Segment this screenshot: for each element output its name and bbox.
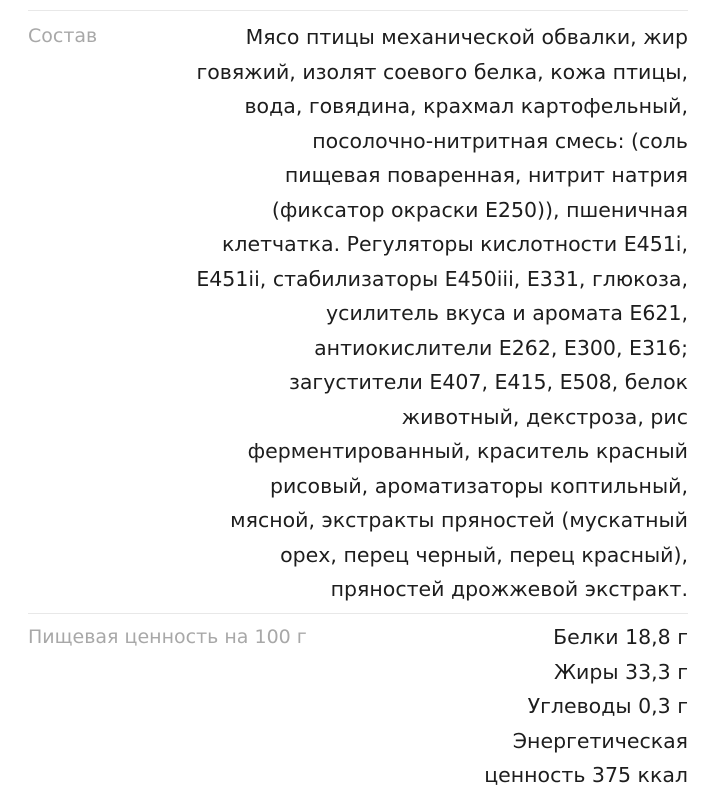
composition-line: вода, говядина, крахмал картофельный, (244, 94, 688, 118)
composition-line: Мясо птицы механической обвалки, жир (245, 25, 688, 49)
composition-line: (фиксатор окраски Е250)), пшеничная (271, 197, 688, 222)
composition-label: Состав (28, 25, 98, 47)
nutrition-label: Пищевая ценность на 100 г (28, 626, 307, 648)
composition-line: орех, перец черный, перец красный), (280, 542, 688, 567)
composition-line: животный, декстроза, рис (401, 404, 688, 429)
nutrition-fats: Жиры 33,3 г (553, 659, 688, 684)
section-divider (28, 613, 688, 614)
top-divider (28, 10, 688, 11)
composition-line: посолочно-нитритная смесь: (соль (312, 128, 688, 153)
composition-line: ферментированный, краситель красный (247, 439, 688, 463)
product-details (28, 0, 688, 800)
nutrition-proteins: Белки 18,8 г (553, 625, 688, 649)
composition-line: загустители Е407, Е415, Е508, белок (288, 370, 688, 394)
composition-line: говяжий, изолят соевого белка, кожа птицы, (196, 59, 688, 84)
composition-text (148, 20, 688, 607)
composition-line: рисовый, ароматизаторы коптильный, (269, 473, 688, 498)
composition-line: клетчатка. Регуляторы кислотности Е451i, (222, 232, 688, 256)
nutrition-energy-line: Энергетическая (512, 728, 688, 753)
composition-line: пряностей дрожжевой экстракт. (330, 577, 688, 601)
nutrition-carbs: Углеводы 0,3 г (527, 694, 688, 718)
composition-line: антиокислители Е262, Е300, Е316; (314, 335, 688, 360)
composition-line: Е451ii, стабилизаторы Е450iii, Е331, глюкоза, (196, 266, 688, 291)
composition-line: усилитель вкуса и аромата Е621, (326, 301, 688, 325)
nutrition-values (368, 620, 688, 793)
composition-line: пищевая поваренная, нитрит натрия (284, 163, 688, 187)
composition-line: мясной, экстракты пряностей (мускатный (230, 508, 688, 532)
nutrition-energy-value: ценность 375 ккал (484, 763, 688, 787)
